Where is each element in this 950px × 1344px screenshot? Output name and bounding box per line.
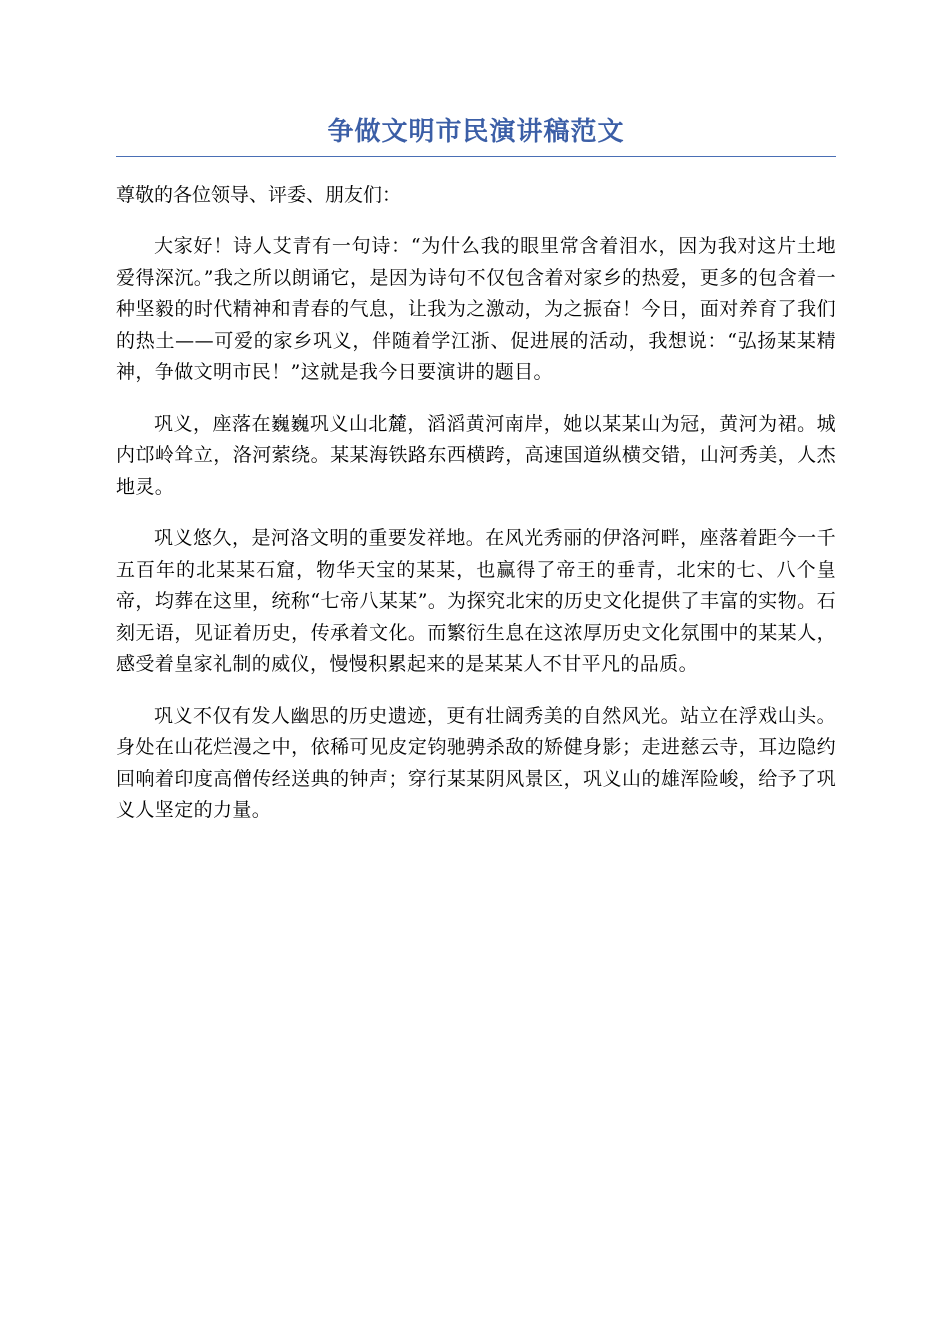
paragraph-2: 巩义，座落在巍巍巩义山北麓，滔滔黄河南岸，她以某某山为冠，黄河为裙。城内邙岭耸立，洛河萦绕。某某海铁路东西横跨，高速国道纵横交错，山河秀美，人杰地灵。 xyxy=(116,412,836,498)
paragraph-4: 巩义不仅有发人幽思的历史遗迹，更有壮阔秀美的自然风光。站立在浮戏山头。身处在山花烂漫之中，依稀可见皮定钧驰骋杀敌的矫健身影；走进慈云寺，耳边隐约回响着印度高僧传经送典的钟声；穿行某某阴风景区，巩义山的雄浑险峻，给予了巩义人坚定的力量。 xyxy=(116,704,836,821)
paragraph-3: 巩义悠久，是河洛文明的重要发祥地。在风光秀丽的伊洛河畔，座落着距今一千五百年的北某某石窟，物华天宝的某某，也赢得了帝王的垂青，北宋的七、八个皇帝，均葬在这里，统称“七帝八某某”。为探究北宋的历史文化提供了丰富的实物。石刻无语，见证着历史，传承着文化。而繁衍生息在这浓厚历史文化氛围中的某某人，感受着皇家礼制的威仪，慢慢积累起来的是某某人不甘平凡的品质。 xyxy=(116,527,836,675)
salutation: 尊敬的各位领导、评委、朋友们： xyxy=(116,184,402,206)
title-underline xyxy=(116,156,836,157)
paragraph-1: 大家好！诗人艾青有一句诗：“为什么我的眼里常含着泪水，因为我对这片土地爱得深沉。”我之所以朗诵它，是因为诗句不仅包含着对家乡的热爱，更多的包含着一种坚毅的时代精神和青春的气息，让我为之激动，为之振奋！今日，面对养育了我们的热土——可爱的家乡巩义，伴随着学江浙、促进展的活动，我想说：“弘扬某某精神，争做文明市民！”这就是我今日要演讲的题目。 xyxy=(116,235,836,383)
document-title: 争做文明市民演讲稿范文 xyxy=(327,117,625,147)
document-page xyxy=(116,110,836,847)
